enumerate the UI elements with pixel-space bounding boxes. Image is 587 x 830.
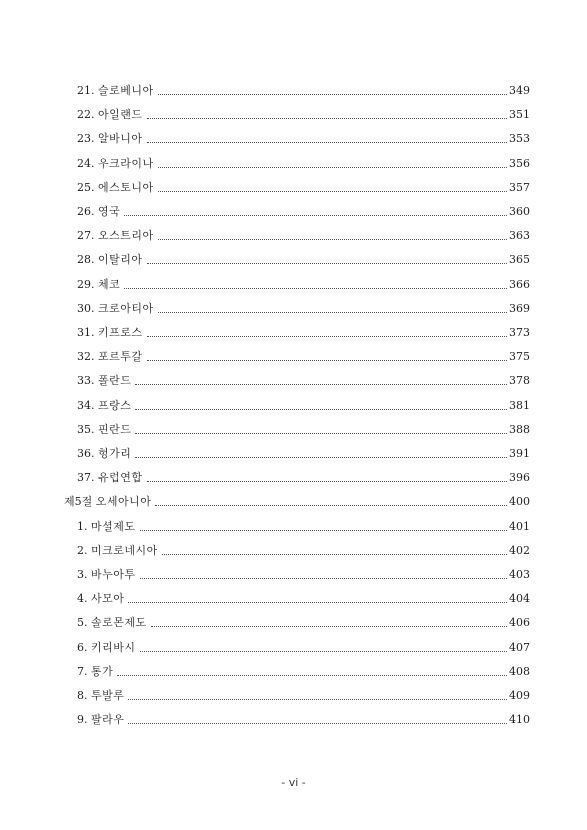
toc-entry-page: 410 [509,713,530,727]
dot-leader [140,651,507,652]
dot-leader [158,167,507,168]
toc-entry-page: 402 [509,543,530,557]
toc-entry[interactable] [0,153,587,171]
toc-entry-title: 마셜제도 [91,519,136,533]
toc-entry-title: 이탈리아 [98,253,143,267]
toc-entry-page: 407 [509,640,530,654]
toc-entry-page: 369 [509,301,530,315]
toc-entry-number: 26. [77,205,95,218]
toc-entry-number: 23. [77,132,95,146]
toc-entry-title: 투발루 [91,689,125,702]
toc-entry-title: 키프로스 [98,326,143,339]
toc-entry[interactable] [0,540,587,558]
toc-entry[interactable] [0,419,587,437]
toc-entry-title: 포르투갈 [98,350,143,364]
dot-leader [158,191,507,192]
toc-entry-page: 396 [509,471,530,485]
toc-entry-page: 357 [509,180,530,194]
toc-entry-number: 34. [77,398,95,412]
toc-entry-page: 349 [509,84,530,97]
dot-leader [158,312,507,313]
dot-leader [147,142,507,143]
toc-entry-number: 6. [77,640,88,654]
dot-leader [135,433,507,434]
toc-entry-number: 22. [77,108,95,122]
toc-entry-title: 헝가리 [98,447,132,460]
dot-leader [147,336,507,337]
toc-entry[interactable] [0,225,587,243]
toc-entry-title: 체코 [98,277,121,291]
toc-entry-page: 406 [509,616,530,630]
toc-entry-page: 403 [509,568,530,581]
toc-entry-page: 356 [509,156,530,170]
toc-entry[interactable] [0,346,587,364]
toc-entry-title: 사모아 [91,592,125,606]
toc-entry-title: 우크라이나 [98,156,154,170]
dot-leader [128,602,507,603]
dot-leader [124,215,507,216]
toc-entry-title: 에스토니아 [98,180,154,194]
toc-entry-number: 2. [77,543,88,557]
toc-entry-title: 핀란드 [98,422,132,436]
toc-entry[interactable] [0,443,587,461]
toc-entry-page: 375 [509,350,530,364]
toc-entry-title: 팔라우 [91,713,125,727]
toc-entry-number: 33. [77,374,95,388]
toc-entry[interactable] [0,322,587,340]
toc-entry-page: 400 [509,495,530,509]
toc-entry-number: 1. [77,519,88,533]
toc-entry[interactable] [0,274,587,292]
toc-entry[interactable] [0,467,587,485]
toc-entry-number: 제5절 [64,495,93,509]
toc-entry-number: 9. [77,713,88,727]
dot-leader [158,94,507,95]
toc-entry-page: 353 [509,132,530,146]
toc-entry[interactable] [0,516,587,534]
toc-entry-number: 3. [77,568,88,581]
toc-entry[interactable] [0,370,587,388]
toc-entry-page: 360 [509,205,530,218]
toc-entry-page: 373 [509,326,530,339]
dot-leader [155,505,507,506]
toc-entry-number: 21. [77,84,95,97]
dot-leader [140,530,507,531]
toc-entry[interactable] [0,685,587,703]
dot-leader [135,409,507,410]
toc-entry-number: 27. [77,229,95,243]
toc-entry[interactable] [0,395,587,413]
toc-entry[interactable] [0,80,587,98]
page-number-footer: - vi - [281,776,306,789]
toc-entry-title: 유럽연합 [98,471,143,485]
toc-entry-number: 32. [77,350,95,364]
toc-entry-page: 404 [509,592,530,606]
dot-leader [147,263,507,264]
toc-entry-page: 381 [509,398,530,412]
toc-entry-page: 401 [509,519,530,533]
toc-entry-page: 363 [509,229,530,243]
toc-entry-number: 36. [77,447,95,460]
toc-entry-number: 24. [77,156,95,170]
toc-entry-page: 409 [509,689,530,702]
dot-leader [124,288,507,289]
dot-leader [147,481,507,482]
dot-leader [128,723,507,724]
dot-leader [151,626,507,627]
toc-entry-page: 366 [509,277,530,291]
toc-entry[interactable] [0,298,587,316]
dot-leader [162,554,507,555]
dot-leader [147,118,507,119]
toc-entry-page: 408 [509,664,530,678]
toc-entry[interactable] [0,564,587,582]
toc-entry-number: 28. [77,253,95,267]
toc-entry-number: 29. [77,277,95,291]
toc-entry[interactable] [0,177,587,195]
dot-leader [128,699,507,700]
toc-entry-number: 8. [77,689,88,702]
dot-leader [147,360,507,361]
toc-entry-page: 391 [509,447,530,460]
toc-entry-title: 프랑스 [98,398,132,412]
toc-entry[interactable] [0,612,587,630]
toc-entry-number: 4. [77,592,88,606]
toc-entry-title: 오세아니아 [95,495,152,509]
toc-entry-title: 알바니아 [98,132,143,146]
dot-leader [158,239,507,240]
toc-entry-page: 378 [509,374,530,388]
toc-entry-number: 35. [77,422,95,436]
toc-entry[interactable] [0,661,587,679]
toc-entry-number: 7. [77,664,88,678]
toc-entry[interactable] [0,491,587,509]
dot-leader [117,675,507,676]
toc-entry-page: 388 [509,422,530,436]
toc-entry-title: 슬로베니아 [98,84,154,97]
toc-entry-title: 미크로네시아 [91,543,158,557]
toc-entry[interactable] [0,637,587,655]
toc-entry-page: 365 [509,253,530,267]
toc-entry-title: 오스트리아 [98,229,154,243]
dot-leader [140,578,507,579]
toc-entry[interactable] [0,709,587,727]
toc-entry-number: 31. [77,326,95,339]
toc-entry-number: 37. [77,471,95,485]
toc-entry-title: 바누아투 [91,568,136,581]
toc-entry[interactable] [0,249,587,267]
toc-entry-number: 25. [77,180,95,194]
toc-entry-title: 키리바시 [91,640,136,654]
toc-entry-title: 폴란드 [98,374,132,388]
toc-entry-title: 아일랜드 [98,108,143,122]
toc-entry-title: 통가 [91,664,114,678]
dot-leader [135,384,507,385]
toc-entry[interactable] [0,201,587,219]
toc-entry[interactable] [0,128,587,146]
toc-entry-title: 크로아티아 [98,301,154,315]
toc-entry-number: 5. [77,616,88,630]
toc-entry-title: 솔로몬제도 [91,616,147,630]
toc-entry[interactable] [0,588,587,606]
toc-entry[interactable] [0,104,587,122]
dot-leader [135,457,507,458]
toc-entry-number: 30. [77,301,95,315]
toc-entry-page: 351 [509,108,530,122]
toc-entry-title: 영국 [98,205,121,218]
